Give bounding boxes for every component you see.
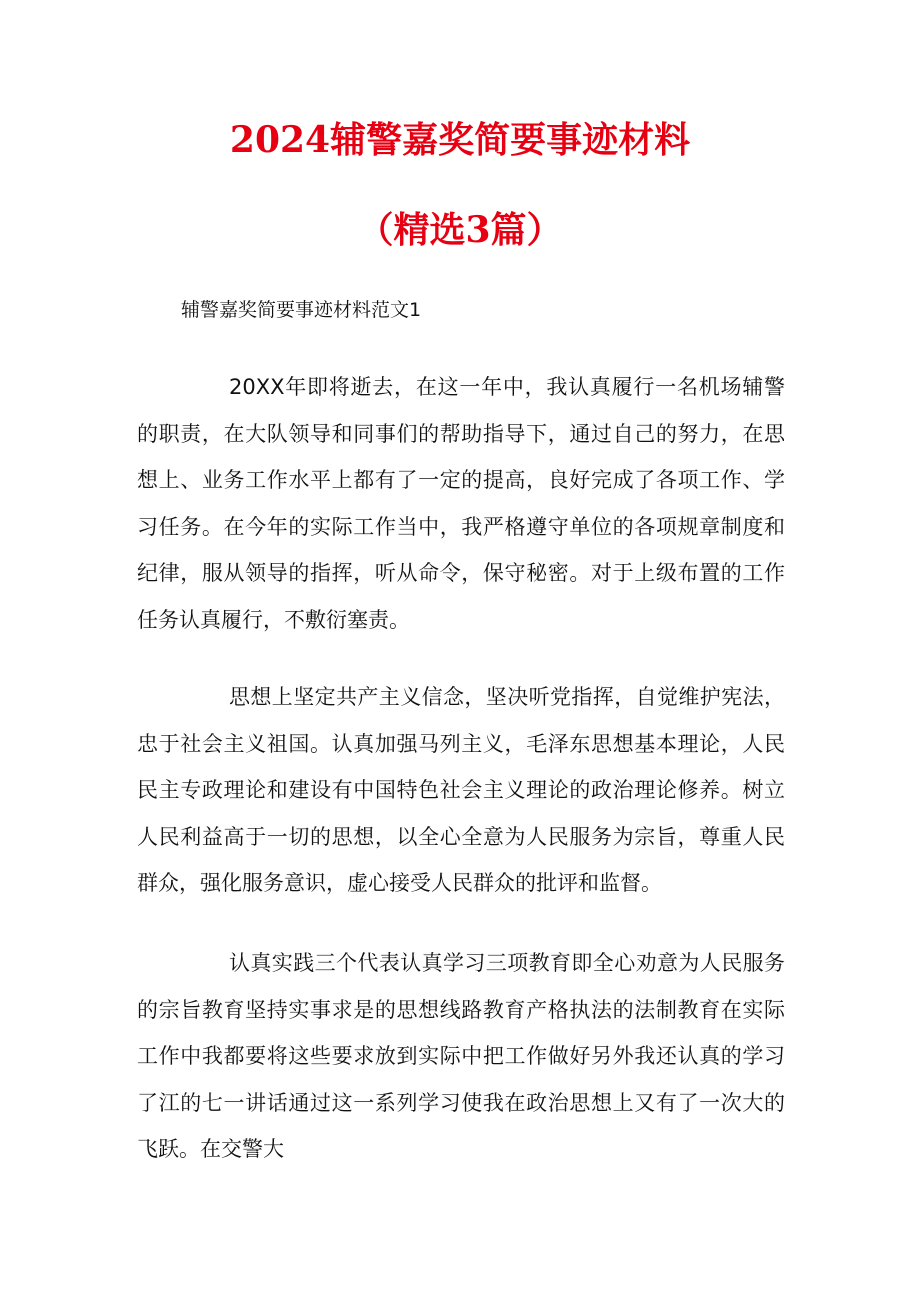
section-heading: 辅警嘉奖简要事迹材料范文1 — [181, 299, 422, 321]
document-title-subtitle: （精选3篇） — [357, 209, 563, 251]
body-paragraph-2: 思想上坚定共产主义信念，坚决听党指挥，自觉维护宪法，忠于社会主义祖国。认真加强马列主义，毛泽东思想基本理论，人民民主专政理论和建设有中国特色社会主义理论的政治理论修养。树立人民利益高于一切的思想，以全心全意为人民服务为宗旨，尊重人民群众，强化服务意识，虚心接受人民群众的批评和监督。 — [137, 685, 785, 895]
body-paragraph-1: 20XX年即将逝去，在这一年中，我认真履行一名机场辅警的职责，在大队领导和同事们的帮助指导下，通过自己的努力，在思想上、业务工作水平上都有了一定的提高，良好完成了各项工作、学习任务。在今年的实际工作当中，我严格遵守单位的各项规章制度和纪律，服从领导的指挥，听从命令，保守秘密。对于上级布置的工作任务认真履行，不敷衍塞责。 — [137, 375, 785, 632]
document-title: 2024辅警嘉奖简要事迹材料 — [229, 119, 691, 161]
body-paragraph-3: 认真实践三个代表认真学习三项教育即全心劝意为人民服务的宗旨教育坚持实事求是的思想线路教育产格执法的法制教育在实际工作中我都要将这些要求放到实际中把工作做好另外我还认真的学习了江的七一讲话通过这一系列学习使我在政治思想上又有了一次大的飞跃。在交警大 — [137, 951, 785, 1161]
